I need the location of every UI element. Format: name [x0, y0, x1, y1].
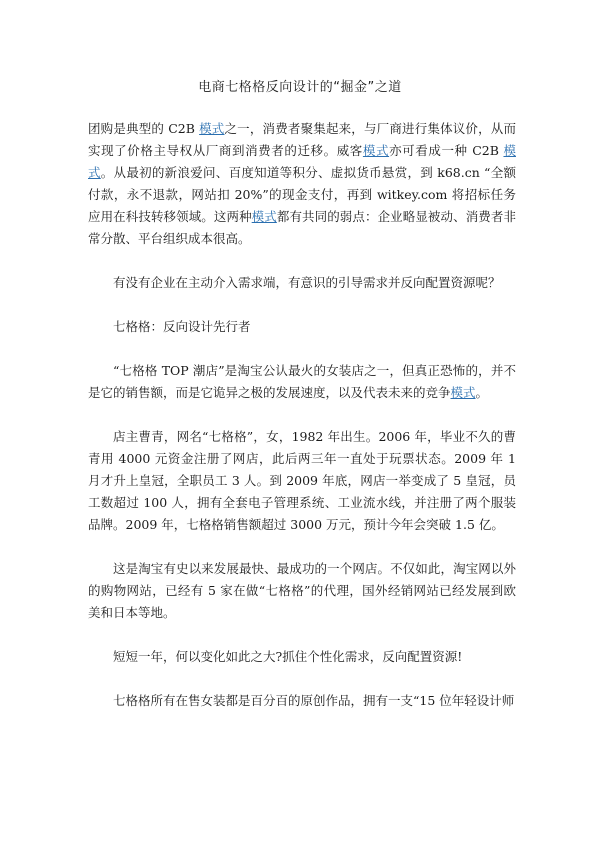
- keyword-link[interactable]: 模式: [199, 121, 225, 136]
- paragraph-text: 之一，消费者聚集起来，与厂商进行集体议价，从而实现了价格主导权从厂商到消费者的迁移。威客: [88, 121, 516, 158]
- paragraph-gap: [88, 404, 516, 426]
- paragraph-text: 。: [475, 385, 489, 400]
- paragraph: [88, 272, 516, 294]
- paragraph-text: 七格格所有在售女装都是百分百的原创作品，拥有一支“15 位年轻设计师: [113, 693, 515, 708]
- paragraph-gap: [88, 536, 516, 558]
- paragraph-text: 这是淘宝有史以来发展最快、最成功的一个网店。不仅如此，淘宝网以外的购物网站，已经有 5 家在做“七格格”的代理，国外经销网站已经发展到欧美和日本等地。: [88, 561, 516, 620]
- paragraph: [88, 558, 516, 624]
- paragraph-text: 店主曹青，网名“七格格”，女，1982 年出生。2006 年，毕业不久的曹青用 4000 元资金注册了网店，此后两三年一直处于玩票状态。2009 年 1 月才升上皇冠，全职员工 3 人。到 2009 年底，网店一举变成了 5 皇冠，员工数超过 100 人，拥有全套电子管理系统、工业流水线，并注册了两个服装品牌。2009 年，七格格销售额超过 3000 万元，预计今年会突破 1.5 亿。: [88, 429, 516, 532]
- paragraph-text: 有没有企业在主动介入需求端，有意识的引导需求并反向配置资源呢？: [113, 275, 501, 290]
- keyword-link[interactable]: 模式: [251, 209, 277, 224]
- paragraph-gap: [88, 338, 516, 360]
- paragraph: [88, 316, 516, 338]
- paragraph-gap: [88, 668, 516, 690]
- paragraph-gap: [88, 294, 516, 316]
- paragraph-gap: [88, 624, 516, 646]
- paragraph-text: 短短一年，何以变化如此之大?抓住个性化需求，反向配置资源!: [113, 649, 463, 664]
- paragraph: [88, 118, 516, 250]
- paragraph-text: 。从最初的新浪爱问、百度知道等积分、虚拟货币悬赏，到 k68.cn “全额付款，永不退款，网站扣 20%”的现金支付，再到 witkey.com 将招标任务应用在科技转移领域。这两种: [88, 165, 516, 224]
- keyword-link[interactable]: 模式: [88, 143, 516, 180]
- paragraph-text: 亦可看成一种 C2B: [389, 143, 504, 158]
- paragraph: [88, 360, 516, 404]
- paragraph: [88, 646, 516, 668]
- paragraph: [88, 426, 516, 536]
- paragraph-text: 都有共同的弱点：企业略显被动、消费者非常分散、平台组织成本很高。: [88, 209, 516, 246]
- keyword-link[interactable]: 模式: [450, 385, 476, 400]
- paragraph-text: 七格格：反向设计先行者: [113, 319, 251, 334]
- document-title: 电商七格格反向设计的“掘金”之道: [198, 80, 402, 95]
- paragraph: [88, 690, 516, 712]
- paragraph-gap: [88, 250, 516, 272]
- keyword-link[interactable]: 模式: [362, 143, 390, 158]
- paragraph-text: “七格格 TOP 潮店”是淘宝公认最火的女装店之一，但真正恐怖的，并不是它的销售额，而是它诡异之极的发展速度，以及代表未来的竞争: [88, 363, 516, 400]
- paragraph-text: 团购是典型的 C2B: [88, 121, 200, 136]
- document-body: [88, 118, 516, 712]
